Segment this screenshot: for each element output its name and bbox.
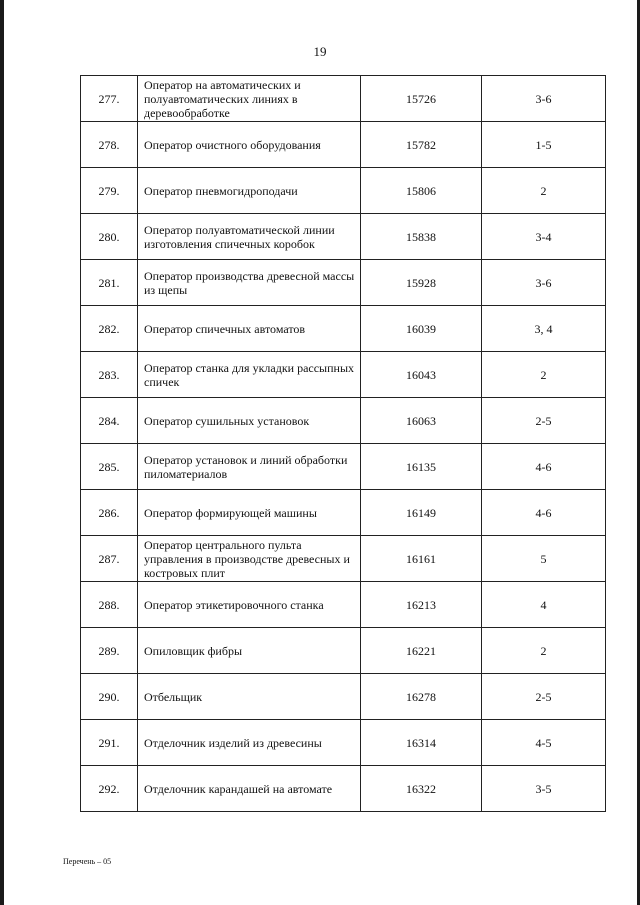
profession-name: Оператор на автоматических и полуавтоматических линиях в деревообработке [138,76,361,122]
profession-name: Оператор очистного оборудования [138,122,361,168]
table-row [81,444,606,490]
qualification-category: 3, 4 [482,306,606,352]
profession-code: 16135 [361,444,482,490]
row-number: 283. [81,352,138,398]
qualification-category: 2-5 [482,398,606,444]
qualification-category: 3-5 [482,766,606,812]
profession-name: Оператор производства древесной массы из щепы [138,260,361,306]
profession-code: 15806 [361,168,482,214]
profession-name: Оператор станка для укладки рассыпных спичек [138,352,361,398]
table-row [81,168,606,214]
page-number: 19 [313,44,327,59]
row-number: 289. [81,628,138,674]
table-row [81,260,606,306]
profession-code: 16221 [361,628,482,674]
row-number: 285. [81,444,138,490]
profession-name: Оператор сушильных установок [138,398,361,444]
profession-code: 16039 [361,306,482,352]
profession-code: 16161 [361,536,482,582]
qualification-category: 2 [482,628,606,674]
profession-code: 15782 [361,122,482,168]
qualification-category: 5 [482,536,606,582]
profession-name: Оператор спичечных автоматов [138,306,361,352]
profession-code: 15726 [361,76,482,122]
table-row [81,766,606,812]
profession-name: Оператор пневмогидроподачи [138,168,361,214]
row-number: 288. [81,582,138,628]
table-row [81,490,606,536]
table-row [81,628,606,674]
qualification-category: 4-6 [482,444,606,490]
profession-name: Опиловщик фибры [138,628,361,674]
profession-table [80,75,606,812]
table-row [81,214,606,260]
profession-code: 16149 [361,490,482,536]
qualification-category: 4-5 [482,720,606,766]
profession-name: Оператор этикетировочного станка [138,582,361,628]
table-row [81,76,606,122]
qualification-category: 4 [482,582,606,628]
table-row [81,674,606,720]
qualification-category: 2-5 [482,674,606,720]
profession-code: 15928 [361,260,482,306]
profession-name: Оператор установок и линий обработки пиломатериалов [138,444,361,490]
row-number: 279. [81,168,138,214]
profession-code: 15838 [361,214,482,260]
row-number: 281. [81,260,138,306]
qualification-category: 3-6 [482,260,606,306]
row-number: 292. [81,766,138,812]
row-number: 291. [81,720,138,766]
table-row [81,306,606,352]
profession-code: 16063 [361,398,482,444]
scan-edge-left [0,0,4,905]
row-number: 277. [81,76,138,122]
qualification-category: 2 [482,352,606,398]
qualification-category: 1-5 [482,122,606,168]
profession-code: 16314 [361,720,482,766]
profession-code: 16278 [361,674,482,720]
profession-code: 16322 [361,766,482,812]
table-row [81,536,606,582]
profession-name: Оператор полуавтоматической линии изготовления спичечных коробок [138,214,361,260]
row-number: 284. [81,398,138,444]
profession-name: Оператор формирующей машины [138,490,361,536]
profession-name: Отделочник изделий из древесины [138,720,361,766]
qualification-category: 3-4 [482,214,606,260]
table-row [81,720,606,766]
profession-table-body [81,76,606,812]
profession-code: 16043 [361,352,482,398]
row-number: 286. [81,490,138,536]
qualification-category: 4-6 [482,490,606,536]
row-number: 290. [81,674,138,720]
table-row [81,582,606,628]
row-number: 280. [81,214,138,260]
row-number: 287. [81,536,138,582]
qualification-category: 2 [482,168,606,214]
table-row [81,122,606,168]
table-row [81,352,606,398]
profession-name: Отделочник карандашей на автомате [138,766,361,812]
profession-name: Оператор центрального пульта управления в производстве древесных и костровых плит [138,536,361,582]
footer-label: Перечень – 05 [63,857,112,866]
profession-code: 16213 [361,582,482,628]
table-row [81,398,606,444]
profession-name: Отбельщик [138,674,361,720]
row-number: 278. [81,122,138,168]
qualification-category: 3-6 [482,76,606,122]
row-number: 282. [81,306,138,352]
